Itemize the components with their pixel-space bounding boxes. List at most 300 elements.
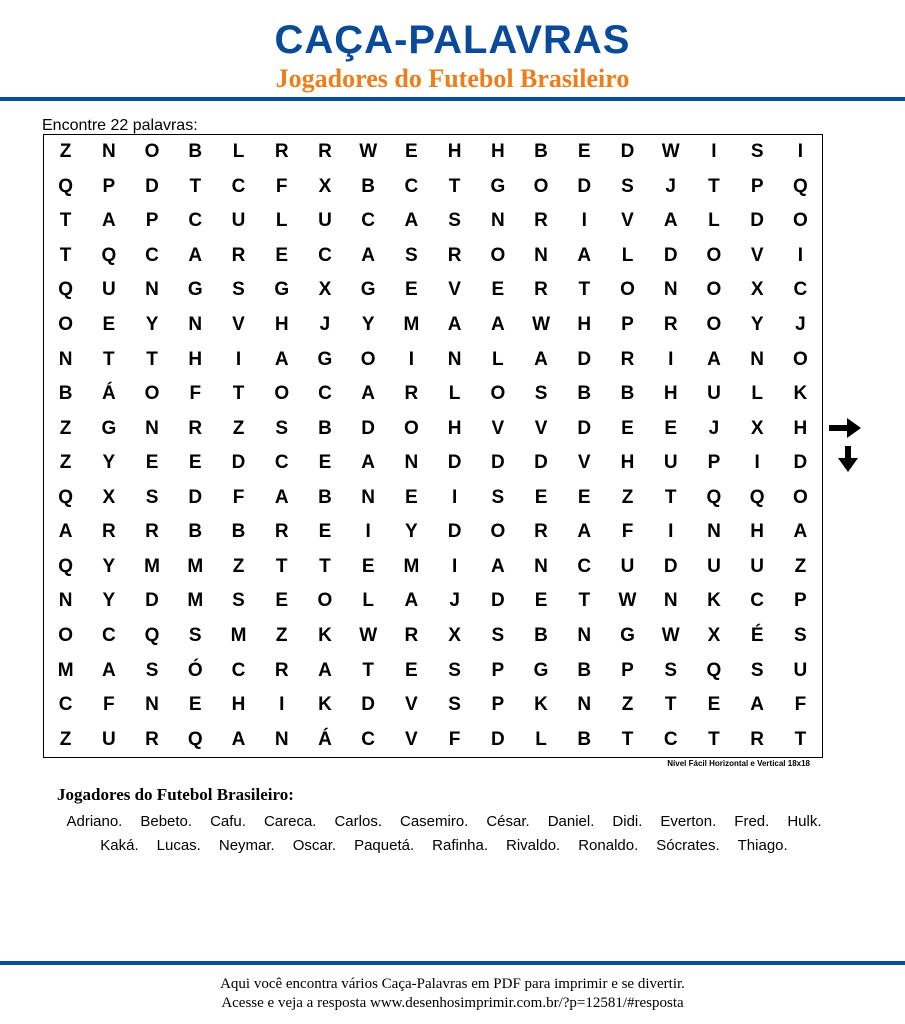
grid-letter: J [449,590,460,612]
grid-letter: S [491,486,505,508]
grid-letter: H [231,694,246,716]
grid-letter: T [578,279,591,301]
grid-letter: N [534,244,548,266]
grid-letter: T [189,175,202,197]
grid-letter: B [361,175,376,197]
grid-letter: Z [275,625,288,647]
grid-letter: A [101,210,116,232]
grid-letter: E [188,452,202,474]
grid-letter: Á [318,728,332,750]
word-list-item: Paquetá. [354,837,415,854]
grid-letter: V [491,417,505,439]
grid-letter: E [405,659,418,681]
grid-letter: E [707,694,721,716]
bottom-divider [0,961,905,965]
grid-letter: E [664,417,678,439]
grid-letter: S [232,590,245,612]
page-title: CAÇA-PALAVRAS [274,18,631,62]
grid-letter: R [663,314,678,336]
grid-letter: S [188,625,202,647]
grid-letter: N [663,279,678,301]
grid-letter: D [361,417,376,439]
grid-letter: H [274,314,289,336]
grid-letter: P [750,175,764,197]
grid-letter: D [490,728,505,750]
grid-letter: T [794,728,807,750]
grid-letter: S [448,694,461,716]
word-search-grid [43,134,823,758]
grid-letter: S [448,210,461,232]
grid-letter: I [235,348,242,370]
grid-letter: A [274,348,289,370]
grid-letter: P [491,659,505,681]
grid-letter: M [230,625,247,647]
word-list-item: Didi. [612,813,643,830]
grid-letter: U [663,452,678,474]
grid-letter: Y [145,314,159,336]
grid-letter: Z [794,555,807,577]
grid-letter: T [621,728,634,750]
grid-letter: A [577,521,592,543]
grid-letter: A [58,521,73,543]
grid-letter: O [144,141,160,163]
grid-letter: R [101,521,116,543]
grid-letter: S [448,659,461,681]
grid-letter: B [577,659,592,681]
word-list-item: Neymar. [218,837,275,854]
grid-letter: J [795,314,806,336]
grid-letter: R [404,625,419,647]
grid-letter: J [665,175,676,197]
grid-letter: B [318,417,332,439]
grid-letter: Q [706,659,722,681]
grid-letter: C [404,175,419,197]
grid-letter: Y [405,521,418,543]
word-list-item: Daniel. [547,813,595,830]
grid-letter: X [448,625,461,647]
word-list-item: Fred. [734,813,770,830]
grid-letter: N [361,486,376,508]
grid-letter: S [145,659,159,681]
grid-letter: E [318,521,332,543]
grid-letter: T [448,175,461,197]
grid-letter: A [231,728,246,750]
grid-letter: D [750,210,765,232]
grid-letter: G [360,279,376,301]
grid-letter: C [793,279,808,301]
word-list-item: Thiago. [737,837,788,854]
grid-letter: B [577,383,592,405]
grid-letter: D [577,175,592,197]
grid-letter: C [663,728,678,750]
word-list-item: César. [486,813,530,830]
grid-letter: L [362,590,374,612]
word-list-item: Everton. [660,813,717,830]
grid-letter: L [448,383,461,405]
grid-letter: O [144,383,160,405]
grid-letter: N [707,521,721,543]
grid-letter: P [491,694,505,716]
grid-letter: T [59,210,72,232]
page-subtitle: Jogadores do Futebol Brasileiro [275,64,630,93]
grid-letter: C [361,210,376,232]
grid-letter: T [708,728,720,750]
grid-letter: E [318,452,332,474]
grid-letter: V [405,694,418,716]
grid-letter: O [706,279,722,301]
word-list-item: Kaká. [100,837,139,854]
grid-letter: M [57,659,74,681]
grid-letter: G [274,279,290,301]
grid-letter: Ó [187,659,203,681]
word-list-item: Rivaldo. [506,837,561,854]
grid-letter: X [102,486,116,508]
grid-letter: D [145,175,159,197]
grid-letter: I [754,452,760,474]
grid-letter: N [663,590,678,612]
grid-letter: N [577,625,592,647]
grid-letter: I [451,555,458,577]
grid-letter: W [661,625,680,647]
word-list-item: Sócrates. [656,837,720,854]
grid-letter: E [275,590,289,612]
grid-letter: X [750,279,764,301]
grid-letter: M [403,314,420,336]
grid-letter: Z [59,728,72,750]
grid-letter: U [793,659,808,681]
grid-letter: I [668,521,674,543]
grid-letter: T [664,694,677,716]
grid-letter: S [145,486,159,508]
grid-letter: E [491,279,505,301]
grid-letter: Q [749,486,765,508]
grid-letter: R [145,521,159,543]
grid-letter: V [750,244,764,266]
grid-letter: C [318,244,332,266]
grid-letter: Z [59,141,72,163]
word-list-title: Jogadores do Futebol Brasileiro: [57,785,294,804]
instruction: Encontre 22 palavras: [42,117,198,134]
grid-letter: W [618,590,637,612]
grid-letter: E [275,244,289,266]
grid-letter: Q [58,486,73,508]
grid-letter: Z [621,486,634,508]
grid-letter: D [663,555,678,577]
grid-letter: C [58,694,73,716]
grid-letter: S [794,625,807,647]
grid-letter: D [577,348,592,370]
grid-letter: O [792,348,808,370]
grid-letter: R [620,348,635,370]
grid-letter: W [359,625,378,647]
grid-letter: D [577,417,592,439]
grid-letter: C [274,452,289,474]
grid-letter: A [404,210,419,232]
grid-letter: O [490,244,506,266]
grid-letter: J [708,417,720,439]
grid-letter: T [578,590,591,612]
grid-letter: A [361,452,376,474]
grid-letter: C [101,625,116,647]
grid-letter: K [793,383,808,405]
footer-link-text[interactable]: Acesse e veja a resposta www.desenhosimprimir.com.br/?p=12581/#resposta [221,995,684,1011]
grid-letter: T [59,244,72,266]
grid-letter: S [750,141,764,163]
grid-letter: T [232,383,245,405]
grid-letter: G [490,175,506,197]
grid-letter: X [750,417,764,439]
grid-letter: G [317,348,333,370]
grid-letter: E [405,279,418,301]
grid-letter: U [707,383,721,405]
word-list-item: Adriano. [66,813,123,830]
grid-letter: O [706,244,722,266]
grid-letter: Q [58,279,73,301]
grid-letter: P [794,590,807,612]
grid-letter: D [447,521,462,543]
grid-letter: R [534,279,548,301]
word-list-item: Cafu. [210,813,246,830]
grid-letter: R [274,141,289,163]
grid-letter: S [750,659,764,681]
grid-letter: Y [102,590,116,612]
grid-letter: D [490,452,505,474]
grid-letter: V [621,210,634,232]
grid-letter: Z [621,694,634,716]
grid-letter: C [188,210,203,232]
grid-letter: I [365,521,371,543]
grid-letter: V [232,314,245,336]
grid-letter: L [708,210,720,232]
grid-letter: U [620,555,635,577]
grid-letter: K [534,694,548,716]
grid-letter: N [447,348,462,370]
word-list-item: Rafinha. [432,837,489,854]
grid-letter: G [533,659,549,681]
grid-letter: H [188,348,203,370]
grid-letter: M [144,555,160,577]
grid-letter: H [620,452,635,474]
grid-letter: N [145,279,159,301]
grid-letter: B [318,486,332,508]
grid-letter: E [405,141,418,163]
grid-letter: A [404,590,419,612]
grid-letter: S [275,417,289,439]
grid-letter: C [231,175,246,197]
grid-letter: A [361,383,376,405]
grid-letter: Z [232,417,245,439]
grid-letter: X [318,175,332,197]
word-list-item: Careca. [263,813,317,830]
grid-letter: S [664,659,678,681]
grid-letter: P [145,210,159,232]
grid-letter: O [792,486,808,508]
grid-letter: O [792,210,808,232]
grid-letter: D [793,452,808,474]
grid-letter: K [318,625,332,647]
grid-letter: R [231,244,246,266]
grid-letter: D [534,452,548,474]
grid-letter: E [188,694,202,716]
grid-letter: W [532,314,551,336]
grid-letter: O [360,348,376,370]
grid-letter: R [534,210,548,232]
grid-letter: V [405,728,418,750]
grid-letter: H [793,417,808,439]
grid-letter: R [534,521,548,543]
grid-letter: A [534,348,548,370]
grid-letter: Y [102,452,116,474]
arrow-right-icon [829,418,861,438]
grid-letter: X [707,625,721,647]
grid-letter: Q [187,728,203,750]
grid-letter: N [490,210,505,232]
grid-letter: A [793,521,808,543]
grid-letter: T [146,348,158,370]
grid-letter: T [319,555,331,577]
grid-letter: F [103,694,115,716]
grid-letter: E [577,486,591,508]
grid-letter: O [317,590,333,612]
grid-letter: E [621,417,634,439]
grid-letter: A [707,348,721,370]
grid-letter: A [490,555,505,577]
grid-letter: R [188,417,203,439]
grid-letter: Q [101,244,117,266]
grid-letter: Q [706,486,722,508]
grid-letter: B [577,728,592,750]
grid-letter: H [490,141,505,163]
grid-letter: C [318,383,332,405]
grid-letter: H [577,314,592,336]
grid-letter: N [145,417,159,439]
grid-letter: F [794,694,807,716]
grid-letter: H [663,383,678,405]
grid-letter: I [668,348,674,370]
grid-letter: A [318,659,332,681]
grid-letter: L [232,141,245,163]
grid-letter: P [707,452,721,474]
grid-letter: F [448,728,461,750]
grid-letter: I [711,141,717,163]
grid-letter: E [361,555,375,577]
grid-letter: V [577,452,591,474]
grid-letter: L [535,728,547,750]
grid-letter: N [101,141,116,163]
grid-letter: N [404,452,419,474]
footer-text: Aqui você encontra vários Caça-Palavras em PDF para imprimir e se divertir. [220,976,685,992]
grid-letter: X [318,279,332,301]
grid-letter: C [577,555,592,577]
grid-letter: C [361,728,376,750]
grid-letter: B [534,141,548,163]
grid-letter: W [359,141,378,163]
grid-letter: Q [58,175,73,197]
grid-letter: C [750,590,765,612]
grid-letter: L [621,244,634,266]
word-list [60,812,828,856]
grid-letter: I [451,486,458,508]
grid-letter: N [58,348,73,370]
grid-letter: I [797,244,804,266]
grid-letter: D [447,452,462,474]
grid-letter: A [188,244,203,266]
grid-letter: Q [792,175,808,197]
grid-letter: S [491,625,505,647]
grid-letter: Q [58,555,73,577]
grid-letter: P [102,175,116,197]
grid-letter: K [707,590,721,612]
grid-letter: O [403,417,419,439]
grid-letter: R [274,659,289,681]
grid-letter: U [101,728,116,750]
grid-letter: Z [59,417,72,439]
grid-letter: H [447,417,462,439]
grid-letter: B [58,383,73,405]
grid-letter: G [620,625,635,647]
grid-letter: A [447,314,462,336]
grid-letter: Z [232,555,245,577]
grid-letter: S [534,383,548,405]
word-list-item: Casemiro. [399,813,469,830]
grid-letter: O [490,383,506,405]
grid-letter: F [621,521,634,543]
grid-letter: U [318,210,332,232]
grid-letter: R [274,521,289,543]
grid-letter: R [447,244,462,266]
grid-letter: Q [144,625,160,647]
grid-letter: Á [101,383,116,405]
grid-letter: B [231,521,246,543]
grid-letter: N [577,694,592,716]
grid-letter: N [188,314,203,336]
grid-letter: I [797,141,804,163]
grid-letter: E [534,486,548,508]
grid-letter: B [620,383,635,405]
grid-letter: Y [750,314,764,336]
grid-letter: U [707,555,721,577]
grid-letter: O [706,314,722,336]
grid-letter: A [101,659,116,681]
grid-letter: O [490,521,506,543]
grid-letter: G [101,417,117,439]
grid-letter: O [274,383,290,405]
grid-letter: É [750,625,764,647]
grid-letter: B [188,141,203,163]
grid-letter: M [187,590,204,612]
grid-letter: O [58,314,73,336]
grid-letter: B [188,521,203,543]
grid-letter: E [145,452,159,474]
grid-letter: R [318,141,332,163]
grid-letter: D [188,486,203,508]
difficulty-label: Nível Fácil Horizontal e Vertical 18x18 [667,759,810,768]
word-list-item: Ronaldo. [578,837,639,854]
grid-letter: F [275,175,288,197]
grid-letter: T [362,659,374,681]
grid-letter: S [405,244,418,266]
grid-letter: N [58,590,73,612]
grid-letter: L [275,210,288,232]
word-list-item: Carlos. [334,813,382,830]
grid-letter: U [750,555,765,577]
grid-letter: O [58,625,73,647]
grid-letter: W [661,141,680,163]
word-list-item: Lucas. [156,837,201,854]
grid-letter: V [448,279,461,301]
grid-letter: T [708,175,720,197]
grid-letter: A [274,486,289,508]
